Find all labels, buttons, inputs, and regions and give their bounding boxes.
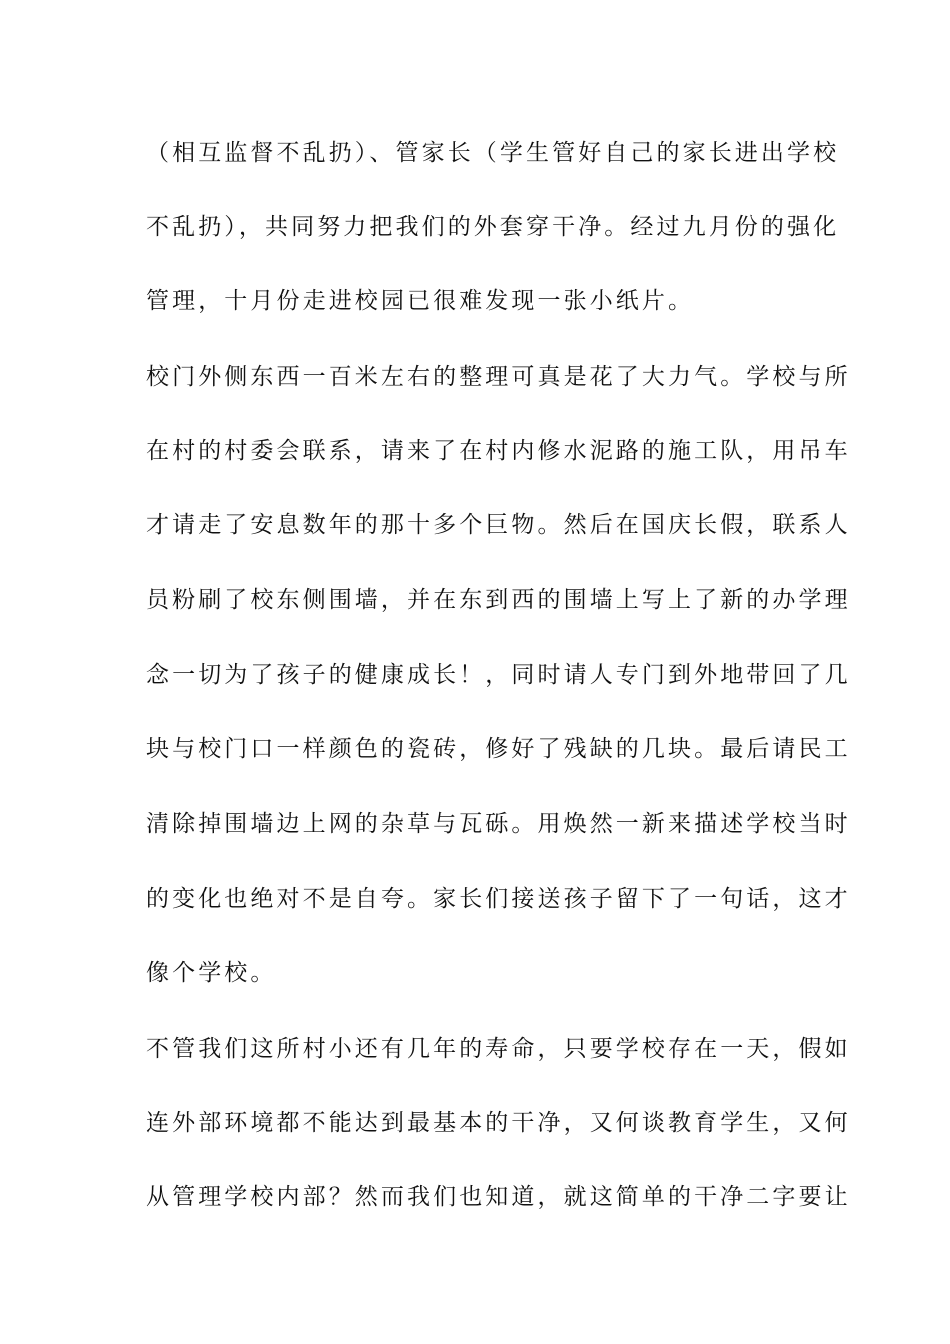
text-line: 才请走了安息数年的那十多个巨物。然后在国庆长假，联系人: [146, 512, 851, 538]
text-line: 清除掉围墙边上网的杂草与瓦砾。用焕然一新来描述学校当时: [146, 811, 851, 837]
text-line: 校门外侧东西一百米左右的整理可真是花了大力气。学校与所: [146, 364, 851, 390]
text-line: 连外部环境都不能达到最基本的干净，又何谈教育学生，又何: [146, 1110, 851, 1136]
text-line: 的变化也绝对不是自夸。家长们接送孩子留下了一句话，这才: [146, 886, 851, 912]
text-line: 管理，十月份走进校园已很难发现一张小纸片。: [146, 288, 695, 314]
text-line: 员粉刷了校东侧围墙，并在东到西的围墙上写上了新的办学理: [146, 587, 851, 613]
text-line: 从管理学校内部？然而我们也知道，就这简单的干净二字要让: [146, 1184, 851, 1210]
text-line: （相互监督不乱扔）、管家长（学生管好自己的家长进出学校: [146, 140, 840, 166]
text-line: 在村的村委会联系，请来了在村内修水泥路的施工队，用吊车: [146, 438, 851, 464]
text-line: 念一切为了孩子的健康成长！，同时请人专门到外地带回了几: [146, 662, 851, 688]
text-line: 不乱扔），共同努力把我们的外套穿干净。经过九月份的强化: [146, 214, 840, 240]
text-line: 不管我们这所村小还有几年的寿命，只要学校存在一天，假如: [146, 1036, 851, 1062]
text-line: 块与校门口一样颜色的瓷砖，修好了残缺的几块。最后请民工: [146, 736, 851, 762]
text-line: 像个学校。: [146, 960, 277, 986]
